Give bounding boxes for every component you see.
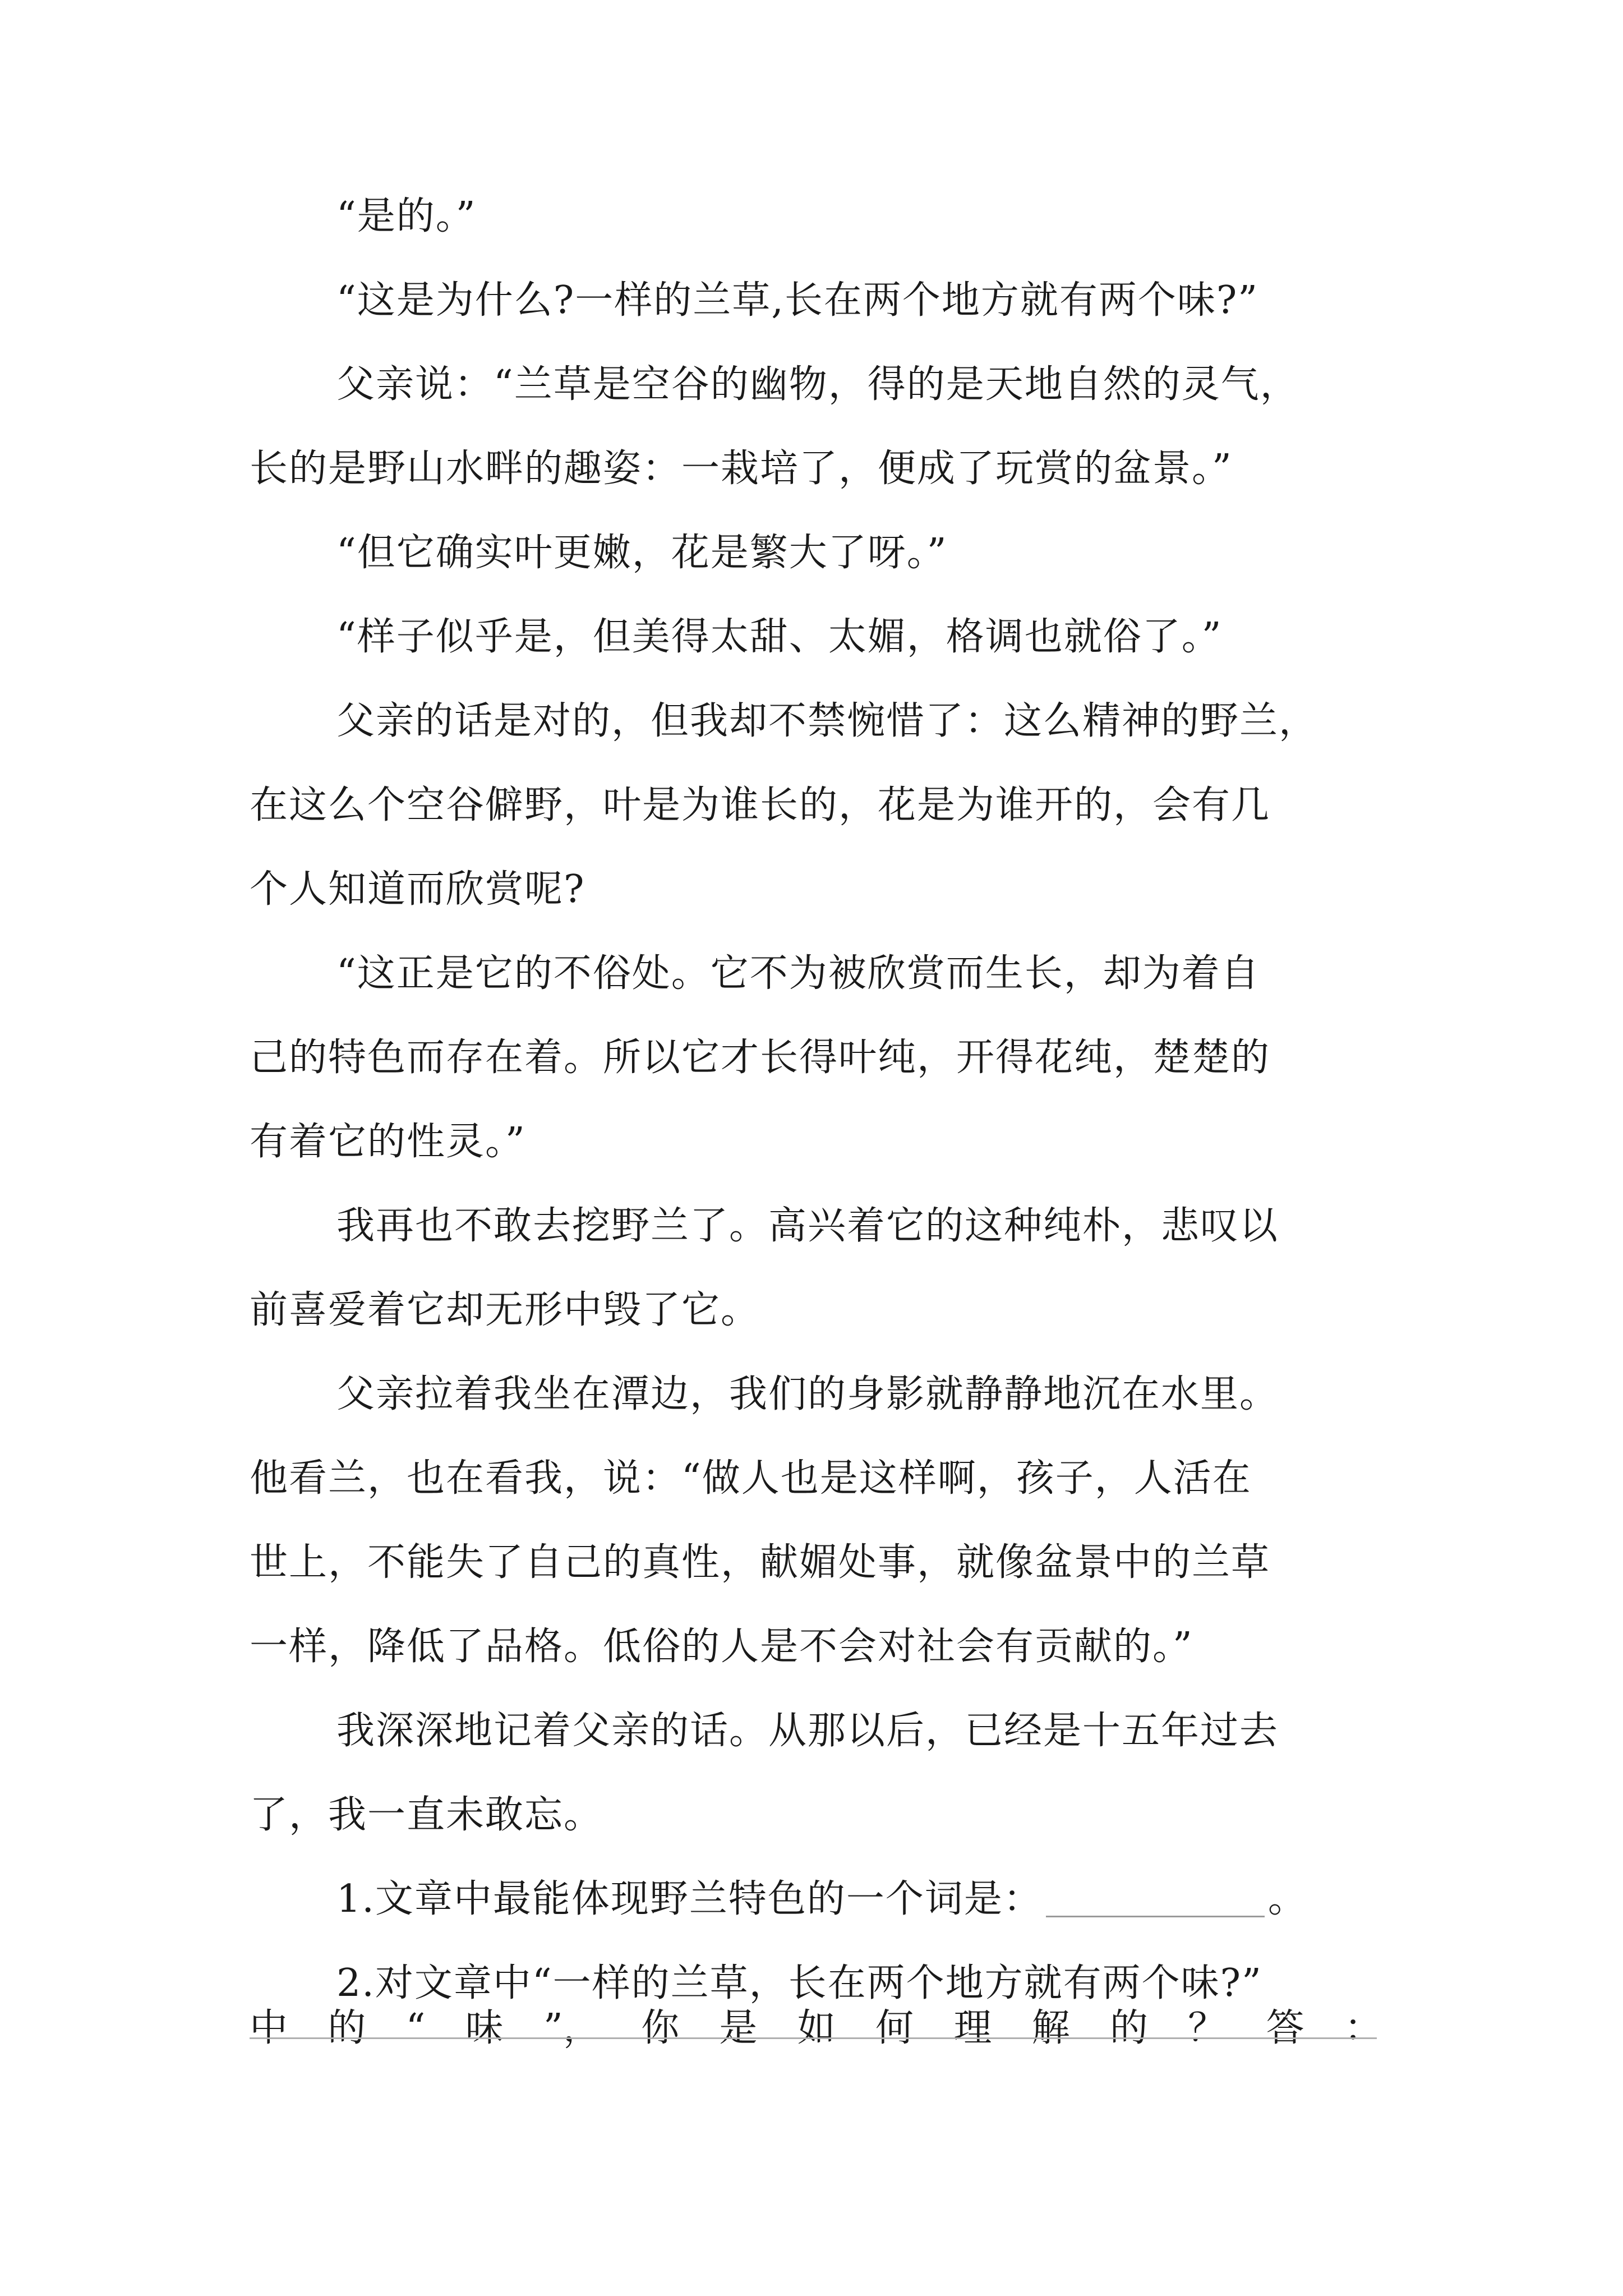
q2-char: 中 <box>250 2006 288 2050</box>
paragraph-line: 世上，不能失了自己的真性，献媚处事，就像盆景中的兰草 <box>250 1540 1271 1585</box>
q2-char: ？ <box>1188 2006 1227 2050</box>
paragraph-line: “这正是它的不俗处。它不为被欣赏而生长，却为着自 <box>336 951 1260 996</box>
q2-char: 答 <box>1266 2006 1304 2050</box>
paragraph-line: 长的是野山水畔的趣姿：一栽培了，便成了玩赏的盆景。” <box>250 447 1233 491</box>
question-1-text: 1.文章中最能体现野兰特色的一个词是： <box>336 1877 1043 1921</box>
q2-char: 你 <box>641 2006 680 2050</box>
question-2-line-2 <box>250 2001 1382 2055</box>
paragraph-line: 父亲的话是对的，但我却不禁惋惜了：这么精神的野兰， <box>336 699 1318 743</box>
paragraph-line: “但它确实叶更嫩，花是繁大了呀。” <box>336 531 948 575</box>
paragraph-line: 我再也不敢去挖野兰了。高兴着它的这种纯朴，悲叹以 <box>336 1204 1279 1248</box>
paragraph-line: 在这么个空谷僻野，叶是为谁长的，花是为谁开的，会有几 <box>250 783 1271 827</box>
paragraph-line: “是的。” <box>336 194 477 238</box>
q2-char: 何 <box>875 2006 914 2050</box>
q2-char: 味 <box>465 2006 504 2050</box>
question-1-end: 。 <box>1267 1877 1307 1921</box>
paragraph-line: 一样，降低了品格。低俗的人是不会对社会有贡献的。” <box>250 1625 1193 1669</box>
paragraph-line: 父亲说：“兰草是空谷的幽物，得的是天地自然的灵气， <box>336 362 1299 407</box>
answer-line-2[interactable] <box>250 2037 1377 2039</box>
paragraph-line: 有着它的性灵。” <box>250 1120 526 1164</box>
paragraph-line: 个人知道而欣赏呢? <box>250 867 585 912</box>
question-2-line-1: 2.对文章中“一样的兰草，长在两个地方就有两个味?” <box>336 1961 1262 2005</box>
q2-char: 是 <box>719 2006 758 2050</box>
answer-blank-1[interactable] <box>1046 1876 1265 1917</box>
q2-char: 解 <box>1031 2006 1070 2050</box>
q2-char: “ <box>405 2006 426 2050</box>
paragraph-line: 他看兰，也在看我，说：“做人也是这样啊，孩子，人活在 <box>250 1456 1252 1501</box>
paragraph-line: 前喜爱着它却无形中毁了它。 <box>250 1288 760 1332</box>
paragraph-line: 己的特色而存在着。所以它才长得叶纯，开得花纯，楚楚的 <box>250 1036 1271 1080</box>
question-1 <box>0 1872 1623 1926</box>
paragraph-line: 我深深地记着父亲的话。从那以后，已经是十五年过去 <box>336 1709 1279 1753</box>
q2-char: 理 <box>953 2006 992 2050</box>
q2-char: ： <box>1344 2006 1382 2050</box>
q2-char: 的 <box>1109 2006 1148 2050</box>
paragraph-line: 了，我一直未敢忘。 <box>250 1793 603 1837</box>
q2-char: 如 <box>797 2006 836 2050</box>
paragraph-line: 父亲拉着我坐在潭边，我们的身影就静静地沉在水里。 <box>336 1372 1279 1416</box>
q2-char: 的 <box>328 2006 366 2050</box>
paragraph-line: “这是为什么?一样的兰草,长在两个地方就有两个味?” <box>336 278 1259 323</box>
q2-char: ”， <box>543 2006 601 2050</box>
paragraph-line: “样子似乎是，但美得太甜、太媚，格调也就俗了。” <box>336 615 1223 659</box>
